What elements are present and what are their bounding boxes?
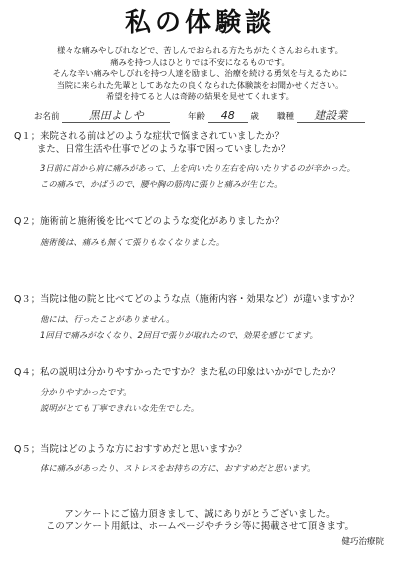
answer-1 — [40, 160, 355, 192]
answer-4-line: 分かりやすかったです。 — [40, 387, 132, 397]
age-unit: 歳 — [250, 112, 259, 122]
answer-2-line: 施術後は、痛みも無くて張りもなくなりました。 — [40, 237, 225, 247]
intro-text — [20, 45, 380, 103]
question-3 — [14, 293, 359, 306]
intro-line: そんな辛い痛みやしびれを持つ人達を励まし、治療を続ける勇気を与えるために — [52, 68, 348, 78]
question-1-sub: また、日常生活や仕事でどのような事で困っていましたか？ — [37, 144, 291, 155]
answer-5-line: 体に痛みがあったり、ストレスをお持ちの方に、おすすめだと思います。 — [40, 463, 316, 473]
answer-3-line: 他には、行ったことがありません。 — [40, 314, 175, 324]
age-field — [188, 109, 259, 123]
name-field — [34, 109, 170, 123]
answer-3 — [40, 311, 318, 343]
thanks-line: アンケートにご協力頂きまして、誠にありがとうございました。 — [64, 509, 336, 520]
question-4-label: Q４；私の説明は分かりやすかったですか？また私の印象はいかがでしたか？ — [14, 367, 341, 378]
age-label: 年齢 — [188, 112, 206, 122]
clinic-name: 健巧治療院 — [341, 537, 384, 547]
question-2 — [14, 215, 284, 228]
age-value: 48 — [208, 109, 248, 123]
question-2-label: Q２；施術前と施術後を比べてどのような変化がありましたか？ — [14, 216, 284, 227]
question-3-label: Q３；当院は他の院と比べてどのような点（施術内容・効果など）が違いますか？ — [14, 294, 359, 305]
question-5-label: Q５；当院はどのような方におすすめだと思いますか？ — [14, 444, 247, 455]
answer-1-line: 3日前に首から肩に痛みがあって、上を向いたり左右を向いたりするのが辛かった。 — [40, 163, 355, 173]
question-5 — [14, 443, 246, 456]
name-value: 黒田よしや — [62, 109, 170, 123]
job-value: 建設業 — [297, 109, 365, 123]
job-label: 職種 — [277, 112, 295, 122]
page-title: 私の体験談 — [124, 8, 275, 38]
publication-note: このアンケート用紙は、ホームページやチラシ等に掲載させて頂きます。 — [46, 521, 354, 532]
answer-4-line: 説明がとても丁寧できれいな先生でした。 — [40, 403, 200, 413]
name-label: お名前 — [34, 112, 60, 122]
intro-line: 当院に来られた先輩としてあなたの良くなられた体験談をお聞かせください。 — [56, 79, 344, 90]
intro-line: 痛みを持つ人はひとりでは不安になるものです。 — [110, 56, 290, 67]
question-1 — [14, 130, 290, 156]
intro-line: 様々な痛みやしびれなどで、苦しんでおられる方たちがたくさんおられます。 — [57, 45, 343, 55]
answer-4 — [40, 384, 199, 416]
answer-2 — [40, 234, 224, 250]
job-field — [277, 109, 365, 123]
question-4 — [14, 366, 340, 379]
answer-1-line: この痛みで、かばうので、腰や胸の筋肉に張りと痛みが生じた。 — [40, 179, 283, 189]
answer-3-line: 1回目で痛みがなくなり、2回目で張りが取れたので、効果を感じてます。 — [40, 330, 318, 340]
intro-line: 希望を持てると人は奇跡の結果を見せてくれます。 — [106, 91, 294, 101]
answer-5 — [40, 460, 315, 476]
question-1-label: Q１；来院される前はどのような症状で悩まされていましたか？ — [14, 131, 284, 142]
